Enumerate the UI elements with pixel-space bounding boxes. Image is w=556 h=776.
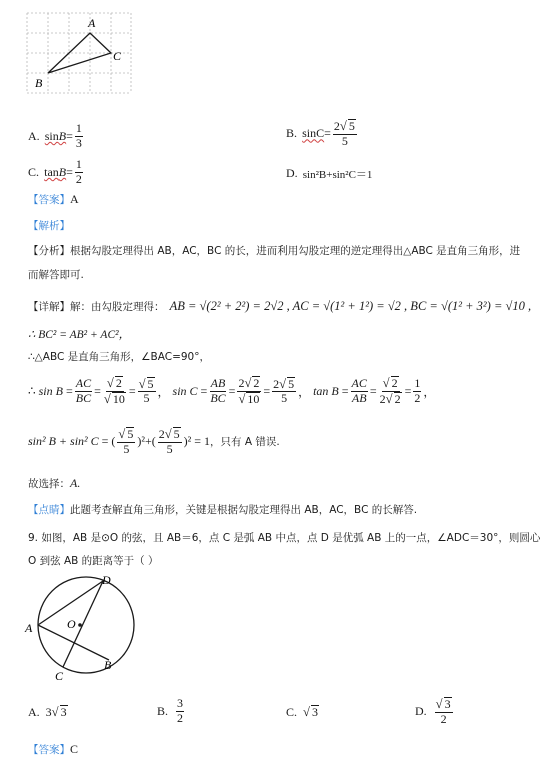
step1-formula: AB = √(2² + 2²) = 2√2 , AC = √(1² + 1²) = √2 , BC = √(1² + 3²) = √10 , bbox=[169, 299, 532, 313]
label-a: A bbox=[25, 621, 33, 635]
q9-stem-line1: 9. 如图，AB 是⊙O 的弦，且 AB＝6，点 C 是弧 AB 中点，点 D 是优弧 AB 上的一点，∠ADC＝30°，则圆心 bbox=[28, 532, 541, 544]
q8-option-c[interactable]: C. tanB = $\frac{1}{2}$ bbox=[28, 157, 82, 186]
step4-trig-values: ∴ sin B = $\frac{AC}{BC}$ = $\frac{√ 2}{√ 10}$ = $\frac{√ 5}{5}$ ， sin C = $\frac{AB}{BC}$ = $\frac{2√ 2}{√ 10}$ = $\frac{2√ 5}{5}$ ， tan B = $\frac{AC}{AB}$ = $\frac{√ 2}{2√ 2}$ = $\frac{1}{2}$ ， bbox=[28, 376, 436, 406]
q8-fenxi: 【分析】根据勾股定理得出 AB，AC，BC 的长，进而利用勾股定理的逆定理得出△ABC 是直角三角形，进 bbox=[28, 245, 521, 257]
label-o: O bbox=[67, 617, 76, 631]
label-a: A bbox=[88, 16, 96, 30]
q8-analysis-heading: 【解析】 bbox=[28, 220, 70, 232]
q9-option-c[interactable]: C. √ 3 bbox=[286, 705, 318, 720]
fraction: $\frac{2√ 5}{5}$ bbox=[333, 119, 355, 148]
q9-option-a[interactable]: A. 3 √ 3 bbox=[28, 705, 67, 720]
step5-identity-check: sin² B + sin² C = ( $\frac{√ 5}{5}$ )² + ( $\frac{2√ 5}{5}$ )² = 1 ，只有 A 错误. bbox=[28, 427, 280, 456]
label-b: B bbox=[104, 658, 112, 672]
q9-option-d[interactable]: D. $\frac{√ 3}{2}$ bbox=[415, 697, 451, 726]
circle-chord-figure bbox=[22, 572, 142, 682]
label-c: C bbox=[113, 49, 122, 63]
q8-option-d[interactable]: D. sin²B+sin²C＝1 bbox=[286, 166, 373, 181]
label-b: B bbox=[35, 76, 43, 90]
step3: ∴△ABC 是直角三角形，∠BAC=90°， bbox=[28, 351, 210, 363]
q8-xiangjie: 【详解】 解：由勾股定理得： AB = √(2² + 2²) = 2√2 , AC = √(1² + 1²) = √2 , BC = √(1² + 3²) = √10 , bbox=[28, 299, 532, 313]
label-d: D bbox=[102, 573, 111, 587]
q9-option-b[interactable]: B. $\frac{3}{2}$ bbox=[157, 696, 184, 725]
step2: ∴ BC² = AB² + AC²， bbox=[28, 329, 131, 341]
q8-option-b[interactable]: B. sinC = $\frac{2√ 5}{5}$ bbox=[286, 119, 355, 148]
q9-stem-line2: O 到弦 AB 的距离等于（ ） bbox=[28, 555, 159, 567]
q9-answer: 【答案】 C bbox=[28, 742, 79, 756]
q8-option-a[interactable]: A. sinB = $\frac{1}{3}$ bbox=[28, 121, 82, 150]
q8-fenxi-continued: 而解答即可. bbox=[28, 269, 84, 281]
q8-answer: 【答案】 A bbox=[28, 192, 79, 206]
fraction: $\frac{1}{3}$ bbox=[75, 121, 82, 150]
grid-triangle-figure bbox=[25, 10, 135, 100]
label-c: C bbox=[55, 669, 64, 682]
q8-dianjing: 【点睛】此题考查解直角三角形，关键是根据勾股定理得出 AB，AC，BC 的长解答. bbox=[28, 504, 418, 516]
q8-choice: 故选择： A. bbox=[28, 476, 81, 490]
fraction: $\frac{1}{2}$ bbox=[75, 157, 82, 186]
